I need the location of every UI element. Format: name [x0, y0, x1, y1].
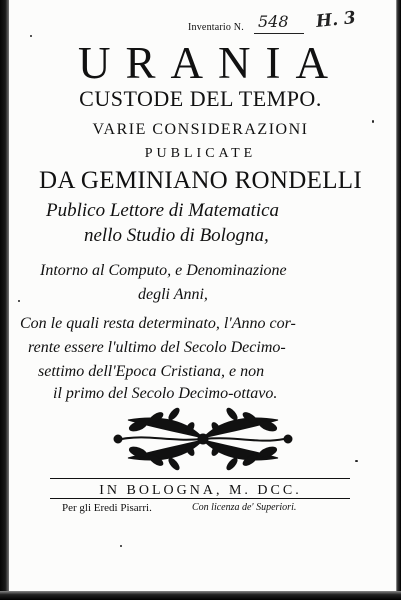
top-rule — [50, 478, 350, 479]
author-role-line-2: nello Studio di Bologna, — [84, 225, 269, 246]
topic-line-2: degli Anni, — [138, 286, 208, 303]
printer-line: Per gli Eredi Pisarri. — [62, 502, 152, 514]
topic-line-1: Intorno al Computo, e Denominazione — [40, 262, 287, 279]
inventory-label: Inventario N. — [188, 22, 244, 33]
subtitle: CUSTODE DEL TEMPO. — [79, 86, 322, 111]
author-name: DA GEMINIANO RONDELLI — [39, 167, 362, 194]
scan-speck — [120, 545, 122, 547]
scan-border-bottom — [0, 591, 401, 600]
scan-speck — [30, 35, 32, 37]
scan-speck — [18, 300, 20, 302]
title-urania: URANIA — [78, 38, 343, 88]
inventory-number: 548 — [258, 12, 289, 31]
body-line-3: settimo dell'Epoca Cristiana, e non — [38, 363, 265, 380]
varie-considerazioni: VARIE CONSIDERAZIONI — [92, 121, 309, 138]
middle-rule — [50, 498, 350, 499]
inventory-underline — [254, 33, 304, 34]
shelfmark-handwritten: H. 3 — [315, 7, 357, 33]
author-role-line-1: Publico Lettore di Matematica — [46, 200, 280, 221]
body-line-4: il primo del Secolo Decimo-ottavo. — [53, 385, 278, 402]
imprint: IN BOLOGNA, M. DCC. — [99, 483, 302, 498]
scan-speck — [355, 460, 358, 462]
body-line-2: rente essere l'ultimo del Secolo Decimo- — [28, 339, 286, 356]
pubblicate-line: PUBLICATE — [144, 146, 257, 161]
inventory-stamp — [188, 7, 368, 36]
body-line-1: Con le quali resta determinato, l'Anno cor- — [20, 315, 296, 332]
printers-ornament — [108, 404, 298, 472]
license-line: Con licenza de' Superiori. — [192, 502, 297, 513]
